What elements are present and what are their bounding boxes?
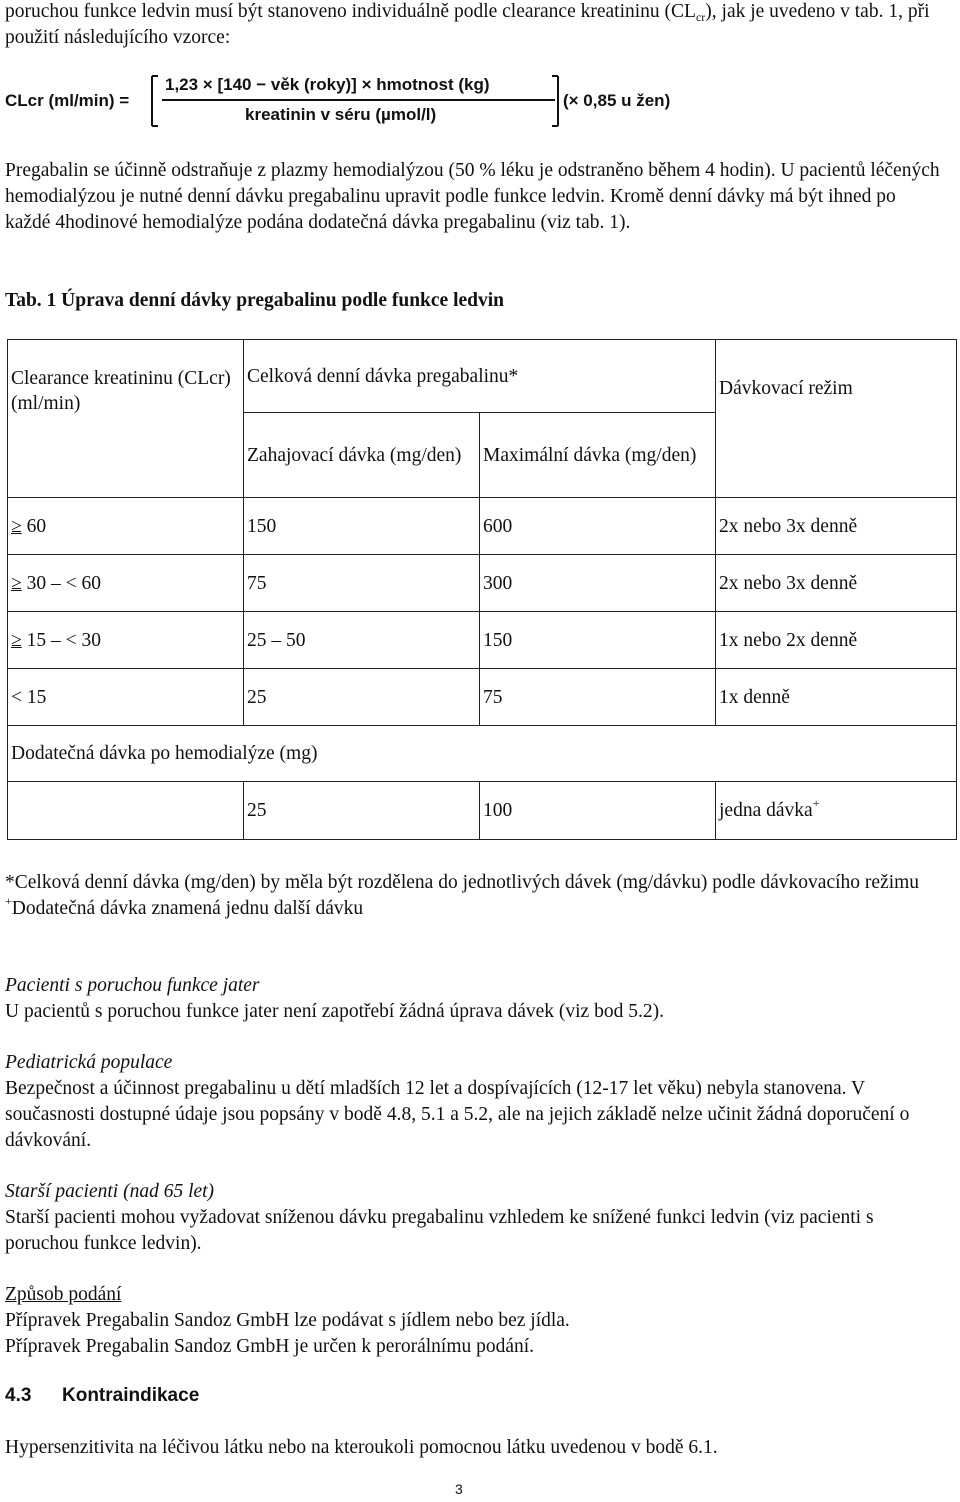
clearance-value: 60 xyxy=(21,515,47,537)
contraindications-text: Hypersenzitivita na léčivou látku nebo na kteroukoli pomocnou látku uvedenou v bodě 6.1. xyxy=(5,1437,718,1458)
section-administration xyxy=(5,1282,940,1360)
header-total-daily: Celková denní dávka pregabalinu* xyxy=(244,340,716,413)
section-text-line2: Přípravek Pregabalin Sandoz GmbH je určen k perorálnímu podání. xyxy=(5,1336,535,1357)
section-text: Starší pacienti mohou vyžadovat sníženou dávku pregabalinu vzhledem ke snížené funkci ledvin (viz pacienti s poruchou funkce ledvin). xyxy=(5,1207,874,1254)
cell-maximal: 300 xyxy=(480,555,716,612)
intro-text-start: poruchou funkce ledvin musí být stanoveno individuálně podle clearance kreatininu (CL xyxy=(5,1,696,22)
section-heading: Pediatrická populace xyxy=(5,1052,173,1073)
page-number: 3 xyxy=(455,1481,463,1497)
table-row xyxy=(8,555,957,612)
section-heading: Pacienti s poruchou funkce jater xyxy=(5,975,260,996)
cell-clearance xyxy=(8,612,244,669)
cell-clearance xyxy=(8,669,244,726)
geq-sign: ≥ xyxy=(11,572,22,594)
geq-sign: ≥ xyxy=(11,629,22,651)
section-liver xyxy=(5,973,940,1025)
section-elderly xyxy=(5,1179,940,1257)
supplementary-row xyxy=(8,782,957,840)
supplementary-label: Dodatečná dávka po hemodialýze (mg) xyxy=(8,726,957,782)
table-footnotes xyxy=(5,870,940,922)
formula-denominator: kreatinin v séru (µmol/l) xyxy=(245,105,437,124)
cell-maximal: 600 xyxy=(480,498,716,555)
cell-regimen: 1x denně xyxy=(716,669,957,726)
footnote-plus xyxy=(5,896,940,922)
plus-marker: + xyxy=(812,796,820,810)
renal-dosing-table xyxy=(7,339,957,840)
formula-lhs: CLcr (ml/min) = xyxy=(5,91,130,110)
hemodialysis-paragraph: Pregabalin se účinně odstraňuje z plazmy hemodialýzou (50 % léku je odstraněno během 4 hodin). U pacientů léčených hemodialýzou je nutné denní dávku pregabalinu upravit podle funkce ledvin. Kromě denní dávky má být ihned po každé 4hodinové hemodialýze podána dodatečná dávka pregabalinu (viz tab. 1). xyxy=(5,160,940,233)
cell-maximal: 75 xyxy=(480,669,716,726)
table-row xyxy=(8,498,957,555)
cell-initial: 150 xyxy=(244,498,480,555)
formula-numerator: 1,23 × [140 − věk (roky)] × hmotnost (kg) xyxy=(165,75,490,94)
clearance-formula xyxy=(5,72,705,130)
table-title: Tab. 1 Úprava denní dávky pregabalinu podle funkce ledvin xyxy=(5,290,505,311)
section-text: Bezpečnost a účinnost pregabalinu u dětí mladších 12 let a dospívajících (12-17 let věku) nebyla stanovena. V současnosti dostupné údaje jsou popsány v bodě 4.8, 5.1 a 5.2, ale na jejich základě nelze učinit žádná doporučení o dávkování. xyxy=(5,1078,910,1151)
cell-maximal: 150 xyxy=(480,612,716,669)
section-heading: Způsob podání xyxy=(5,1284,122,1305)
intro-text-end: ), jak je uvedeno v tab. 1, při použití následujícího vzorce: xyxy=(5,1,930,48)
section-text-line1: Přípravek Pregabalin Sandoz GmbH lze podávat s jídlem nebo bez jídla. xyxy=(5,1310,570,1331)
table-row xyxy=(8,612,957,669)
section-title: Kontraindikace xyxy=(62,1385,200,1406)
section-heading: Starší pacienti (nad 65 let) xyxy=(5,1181,215,1202)
cell-regimen: 2x nebo 3x denně xyxy=(716,498,957,555)
cell-initial: 25 – 50 xyxy=(244,612,480,669)
footnote-plus-text: Dodatečná dávka znamená jednu další dávku xyxy=(11,898,364,919)
cell-initial: 25 xyxy=(244,669,480,726)
cell-initial: 75 xyxy=(244,555,480,612)
cell-empty xyxy=(8,782,244,840)
section-text: U pacientů s poruchou funkce jater není zapotřebí žádná úprava dávek (viz bod 5.2). xyxy=(5,1001,664,1022)
cell-regimen xyxy=(716,782,957,840)
clearance-value: < 15 xyxy=(11,686,47,708)
heading-contraindications xyxy=(5,1383,199,1409)
cell-clearance xyxy=(8,555,244,612)
supplementary-label-row xyxy=(8,726,957,782)
header-clearance: Clearance kreatininu (CLcr) (ml/min) xyxy=(8,340,244,498)
regimen-text: jedna dávka xyxy=(719,800,813,821)
cell-initial: 25 xyxy=(244,782,480,840)
intro-subscript: cr xyxy=(695,10,706,24)
section-pediatric xyxy=(5,1050,940,1154)
geq-sign: ≥ xyxy=(11,515,22,537)
clearance-value: 30 – < 60 xyxy=(21,572,101,594)
formula-factor: (× 0,85 u žen) xyxy=(563,91,671,110)
table-row xyxy=(8,669,957,726)
clearance-value: 15 – < 30 xyxy=(21,629,101,651)
cell-regimen: 2x nebo 3x denně xyxy=(716,555,957,612)
cell-maximal: 100 xyxy=(480,782,716,840)
header-regimen: Dávkovací režim xyxy=(716,340,957,498)
table-header-row xyxy=(8,340,957,413)
cell-clearance xyxy=(8,498,244,555)
header-maximal: Maximální dávka (mg/den) xyxy=(480,413,716,498)
cell-regimen: 1x nebo 2x denně xyxy=(716,612,957,669)
footnote-plus-mark: + xyxy=(5,894,12,908)
section-number: 4.3 xyxy=(5,1385,32,1406)
intro-paragraph xyxy=(5,0,955,51)
header-initial: Zahajovací dávka (mg/den) xyxy=(244,413,480,498)
footnote-star: *Celková denní dávka (mg/den) by měla být rozdělena do jednotlivých dávek (mg/dávku) podle dávkovacího režimu xyxy=(5,872,920,893)
